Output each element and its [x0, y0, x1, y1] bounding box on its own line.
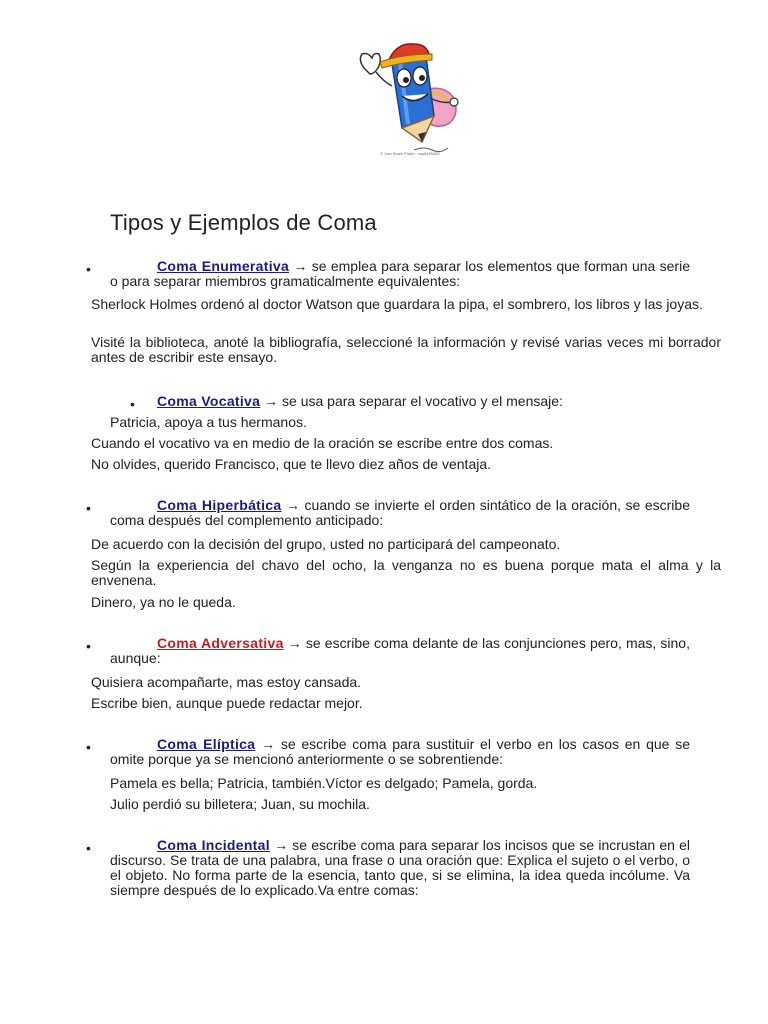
section-lead	[110, 498, 690, 528]
term-label: Coma Adversativa	[157, 635, 284, 651]
term-label: Coma Incidental	[157, 837, 270, 853]
section-lead	[110, 259, 690, 289]
bullet-icon: •	[130, 396, 135, 412]
term-description: → se emplea para separar los elementos que forman una serie o para separar miembros gramaticalmente equivalentes:	[110, 258, 690, 289]
bullet-icon: •	[86, 261, 91, 277]
example-text: Dinero, ya no le queda.	[91, 594, 236, 610]
logo-caption: © Can Stock Photo - csp8405450	[380, 151, 440, 156]
term-label: Coma Elíptica	[157, 736, 256, 752]
example-text: Según la experiencia del chavo del ocho, la venganza no es buena porque mata el alma y la envenena.	[91, 557, 721, 588]
example-text: Julio perdió su billetera; Juan, su mochila.	[110, 796, 370, 812]
term-label: Coma Hiperbática	[157, 497, 282, 513]
section-lead	[110, 393, 690, 412]
section-lead	[110, 636, 690, 666]
bullet-icon: •	[86, 739, 91, 755]
example-text: Cuando el vocativo va en medio de la oración se escribe entre dos comas.	[91, 435, 554, 451]
example-text: Escribe bien, aunque puede redactar mejor.	[91, 695, 363, 711]
example-text: Quisiera acompañarte, mas estoy cansada.	[91, 674, 362, 690]
term-label: Coma Vocativa	[157, 393, 261, 409]
example-text: Pamela es bella; Patricia, también.Víctor es delgado; Pamela, gorda.	[110, 775, 538, 791]
section-lead	[110, 737, 690, 767]
section-lead	[110, 838, 690, 898]
term-label: Coma Enumerativa	[157, 258, 290, 274]
example-text: Patricia, apoya a tus hermanos.	[110, 414, 307, 430]
bullet-icon: •	[86, 638, 91, 654]
term-description: → cuando se invierte el orden sintático de la oración, se escribe coma después del complemento anticipado:	[110, 497, 690, 528]
bullet-icon: •	[86, 840, 91, 856]
example-text: Sherlock Holmes ordenó al doctor Watson que guardara la pipa, el sombrero, los libros y las joyas.	[91, 296, 703, 312]
term-description: → se escribe coma para separar los incisos que se incrustan en el discurso. Se trata de una palabra, una frase o una oración que: Explica el sujeto o el verbo, o el objeto. No forma parte de la esencia, tanto que, si se elimina, la idea queda incólume. Va siempre después de lo explicado.Va entre comas:	[110, 837, 690, 898]
page-title: Tipos y Ejemplos de Coma	[110, 210, 377, 235]
term-description: → se escribe coma delante de las conjunciones pero, mas, sino, aunque:	[110, 635, 690, 666]
example-text: No olvides, querido Francisco, que te llevo diez años de ventaja.	[91, 456, 492, 472]
term-description: → se usa para separar el vocativo y el mensaje:	[260, 393, 563, 409]
bullet-icon: •	[86, 500, 91, 516]
example-text: Visité la biblioteca, anoté la bibliografía, seleccioné la información y revisé varias veces mi borrador antes de escribir este ensayo.	[91, 334, 721, 365]
term-description: → se escribe coma para sustituir el verbo en los casos en que se omite porque ya se mencionó anteriormente o se sobrentiende:	[110, 736, 690, 767]
pencil-mascot-logo	[352, 38, 468, 160]
example-text: De acuerdo con la decisión del grupo, usted no participará del campeonato.	[91, 536, 561, 552]
